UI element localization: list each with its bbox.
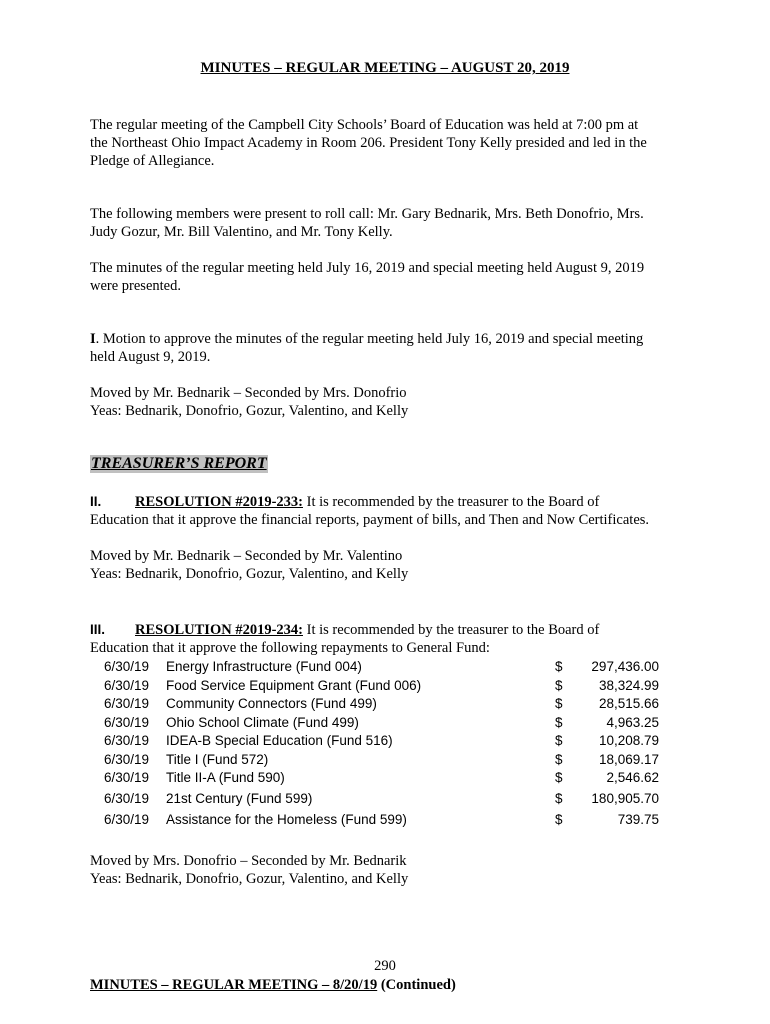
page-number: 290 [374,958,396,974]
row-date: 6/30/19 [104,770,150,785]
resolution-line: Education that it approve the following repayments to General Fund: [90,640,490,656]
resolution-numeral: II. [90,494,102,509]
row-date: 6/30/19 [104,714,150,730]
row-description: Food Service Equipment Grant (Fund 006) [166,677,422,693]
table-row [104,677,664,696]
table-row [104,695,664,714]
intro-line: the Northeast Ohio Impact Academy in Room 206. President Tony Kelly presided and led in the [90,135,647,151]
row-currency: $ [555,812,563,827]
yeas: Yeas: Bednarik, Donofrio, Gozur, Valentino, and Kelly [90,871,409,887]
row-currency: $ [555,733,563,748]
row-amount: 18,069.17 [598,751,659,767]
footer-suffix: (Continued) [377,977,456,993]
intro-line: Pledge of Allegiance. [90,153,215,169]
row-description: IDEA-B Special Education (Fund 516) [166,733,393,748]
section-heading-treasurers-report: TREASURER’S REPORT [91,455,267,472]
row-amount: 180,905.70 [591,791,659,806]
row-description: Title II-A (Fund 590) [166,770,285,785]
yeas: Yeas: Bednarik, Donofrio, Gozur, Valentino, and Kelly [90,403,409,419]
row-amount: 28,515.66 [598,696,659,711]
table-row [104,769,664,790]
row-description: Ohio School Climate (Fund 499) [166,714,359,730]
row-currency: $ [555,696,563,711]
row-description: Energy Infrastructure (Fund 004) [166,659,362,674]
row-amount: 38,324.99 [598,677,659,693]
moved-by: Moved by Mr. Bednarik – Seconded by Mrs. Donofrio [90,385,407,401]
row-currency: $ [555,751,563,767]
table-row [104,714,664,733]
row-amount: 739.75 [617,812,659,827]
roll-call-line: Judy Gozur, Mr. Bill Valentino, and Mr. Tony Kelly. [90,224,393,240]
resolution-text: It is recommended by the treasurer to the Board of [302,622,600,638]
repayment-table [104,658,664,830]
resolution-text: It is recommended by the treasurer to the Board of [302,494,600,510]
row-description: Community Connectors (Fund 499) [166,696,377,711]
continued-footer [90,977,456,994]
resolution-label: RESOLUTION #2019-234: [135,622,303,638]
row-description: 21st Century (Fund 599) [166,791,313,806]
minutes-line: The minutes of the regular meeting held July 16, 2019 and special meeting held August 9, 2019 [90,260,645,276]
resolution-numeral: III. [90,622,106,637]
moved-by: Moved by Mr. Bednarik – Seconded by Mr. Valentino [90,548,403,564]
row-date: 6/30/19 [104,812,150,827]
moved-by: Moved by Mrs. Donofrio – Seconded by Mr. Bednarik [90,853,407,869]
footer-label: MINUTES – REGULAR MEETING – 8/20/19 [90,977,378,993]
page-title: MINUTES – REGULAR MEETING – AUGUST 20, 2019 [200,60,570,76]
table-row [104,811,664,830]
row-currency: $ [555,791,563,806]
minutes-line: were presented. [90,278,181,294]
table-row [104,751,664,770]
row-date: 6/30/19 [104,791,150,806]
row-description: Assistance for the Homeless (Fund 599) [166,812,407,827]
row-currency: $ [555,714,563,730]
motion-1-line [90,330,690,348]
row-date: 6/30/19 [104,659,150,674]
resolution-line [90,493,690,511]
table-row [104,790,664,811]
table-row [104,732,664,751]
yeas: Yeas: Bednarik, Donofrio, Gozur, Valentino, and Kelly [90,566,409,582]
row-date: 6/30/19 [104,696,150,711]
row-currency: $ [555,659,563,674]
resolution-line [90,621,690,639]
intro-line: The regular meeting of the Campbell City Schools’ Board of Education was held at 7:00 pm at [90,117,639,133]
table-row [104,658,664,677]
row-date: 6/30/19 [104,677,150,693]
row-amount: 10,208.79 [598,733,659,748]
row-amount: 4,963.25 [606,714,659,730]
row-description: Title I (Fund 572) [166,751,269,767]
roll-call-line: The following members were present to roll call: Mr. Gary Bednarik, Mrs. Beth Donofrio, Mrs. [90,206,644,222]
row-date: 6/30/19 [104,751,150,767]
motion-1-text: . Motion to approve the minutes of the regular meeting held July 16, 2019 and special meeting [95,331,644,347]
resolution-label: RESOLUTION #2019-233: [135,494,303,510]
row-currency: $ [555,677,563,693]
motion-1-numeral: I [90,331,96,347]
row-amount: 2,546.62 [606,770,659,785]
row-currency: $ [555,770,563,785]
motion-1-line: held August 9, 2019. [90,349,211,365]
row-date: 6/30/19 [104,733,150,748]
resolution-line: Education that it approve the financial reports, payment of bills, and Then and Now Certificates. [90,512,650,528]
row-amount: 297,436.00 [591,659,659,674]
